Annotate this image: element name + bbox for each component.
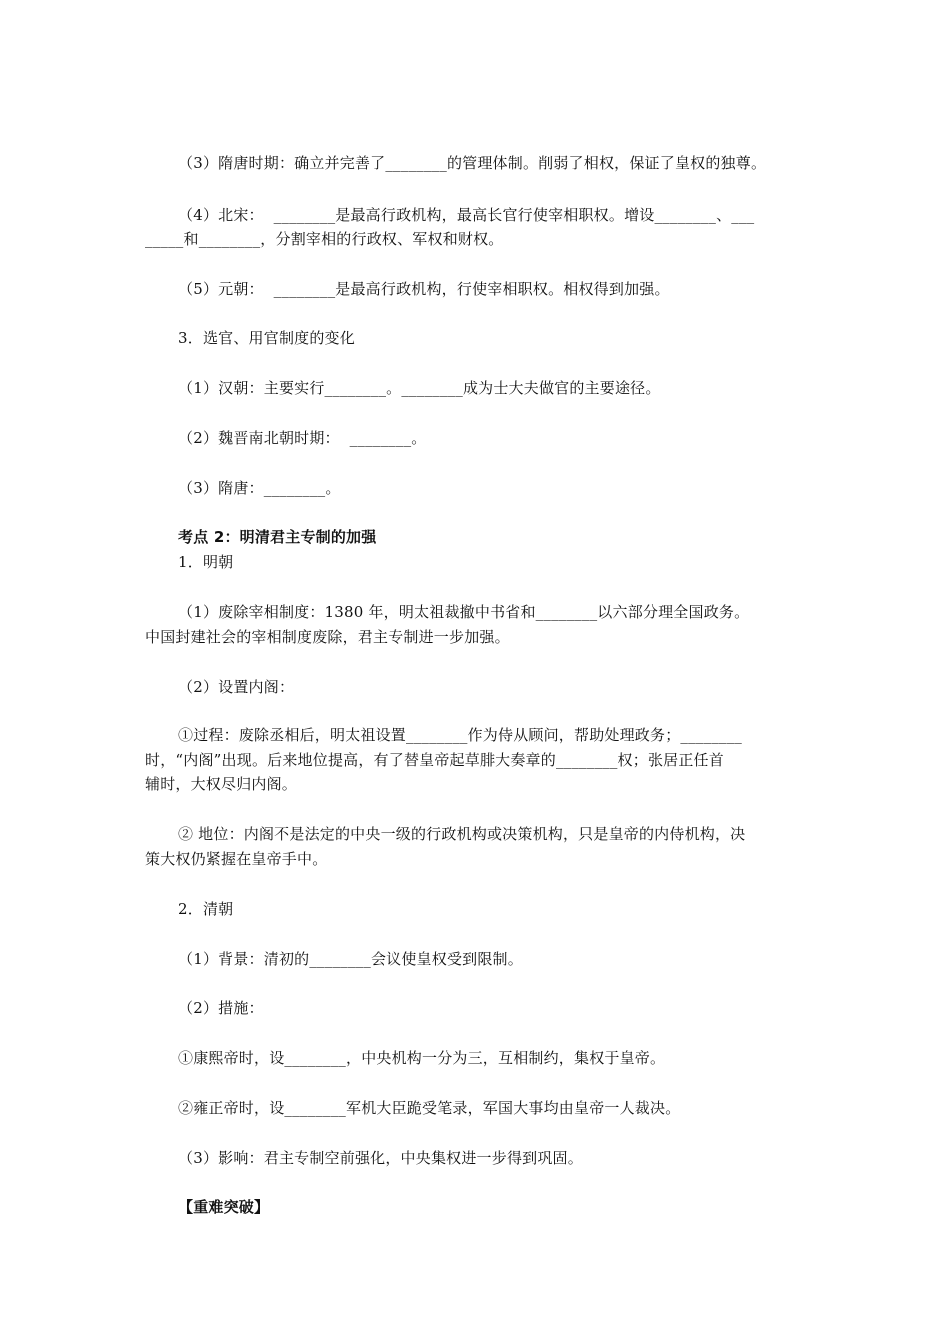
text-line-yongzheng: ②雍正帝时，设________军机大臣跪受笔录，军国大事均由皇帝一人裁决。 [178,1099,681,1117]
text-line-sui-tang-period: （3）隋唐时期：确立并完善了________的管理体制。削弱了相权，保证了皇权的独尊。 [178,154,767,172]
text-line-status: ② 地位：内阁不是法定的中央一级的行政机构或决策机构，只是皇帝的内侍机构，决 [178,825,746,843]
text-line-kangxi: ①康熙帝时，设________，中央机构一分为三，互相制约，集权于皇帝。 [178,1049,666,1067]
text-line-process-cont-1: 时，“内阁”出现。后来地位提高，有了替皇帝起草腓大奏章的________权；张居正任首 [145,751,724,769]
text-line-impact: （3）影响：君主专制空前强化，中央集权进一步得到巩固。 [178,1149,583,1167]
text-line-han-dynasty: （1）汉朝：主要实行________。________成为士大夫做官的主要途径。 [178,379,661,397]
text-line-measures: （2）措施： [178,999,264,1017]
text-line-process: ①过程：废除丞相后，明太祖设置________作为侍从顾问，帮助处理政务；________ [178,726,743,744]
section-heading-qing-dynasty: 2．清朝 [178,900,234,918]
text-line-northern-song: （4）北宋： ________是最高行政机构，最高长官行使宰相职权。增设________、___ [178,206,755,224]
section-heading-ming-dynasty: 1．明朝 [178,553,234,571]
text-line-wei-jin: （2）魏晋南北朝时期： ________。 [178,429,427,447]
text-line-grand-secretariat: （2）设置内阁： [178,678,295,696]
text-line-northern-song-cont: _____和________，分割宰相的行政权、军权和财权。 [145,230,504,248]
text-line-abolish-chancellor-cont: 中国封建社会的宰相制度废除，君主专制进一步加强。 [145,628,510,646]
text-line-sui-tang-selection: （3）隋唐：________。 [178,479,341,497]
text-line-background: （1）背景：清初的________会议使皇权受到限制。 [178,950,523,968]
text-line-yuan-dynasty: （5）元朝： ________是最高行政机构，行使宰相职权。相权得到加强。 [178,280,670,298]
heading-key-point-2: 考点 2：明清君主专制的加强 [178,528,377,546]
text-line-status-cont: 策大权仍紧握在皇帝手中。 [145,850,328,868]
text-line-abolish-chancellor: （1）废除宰相制度：1380 年，明太祖裁撤中书省和________以六部分理全国政务。 [178,603,750,621]
section-heading-official-selection: 3．选官、用官制度的变化 [178,329,355,347]
heading-key-difficulties: 【重难突破】 [178,1198,270,1216]
text-line-process-cont-2: 辅时，大权尽归内阁。 [145,775,298,793]
